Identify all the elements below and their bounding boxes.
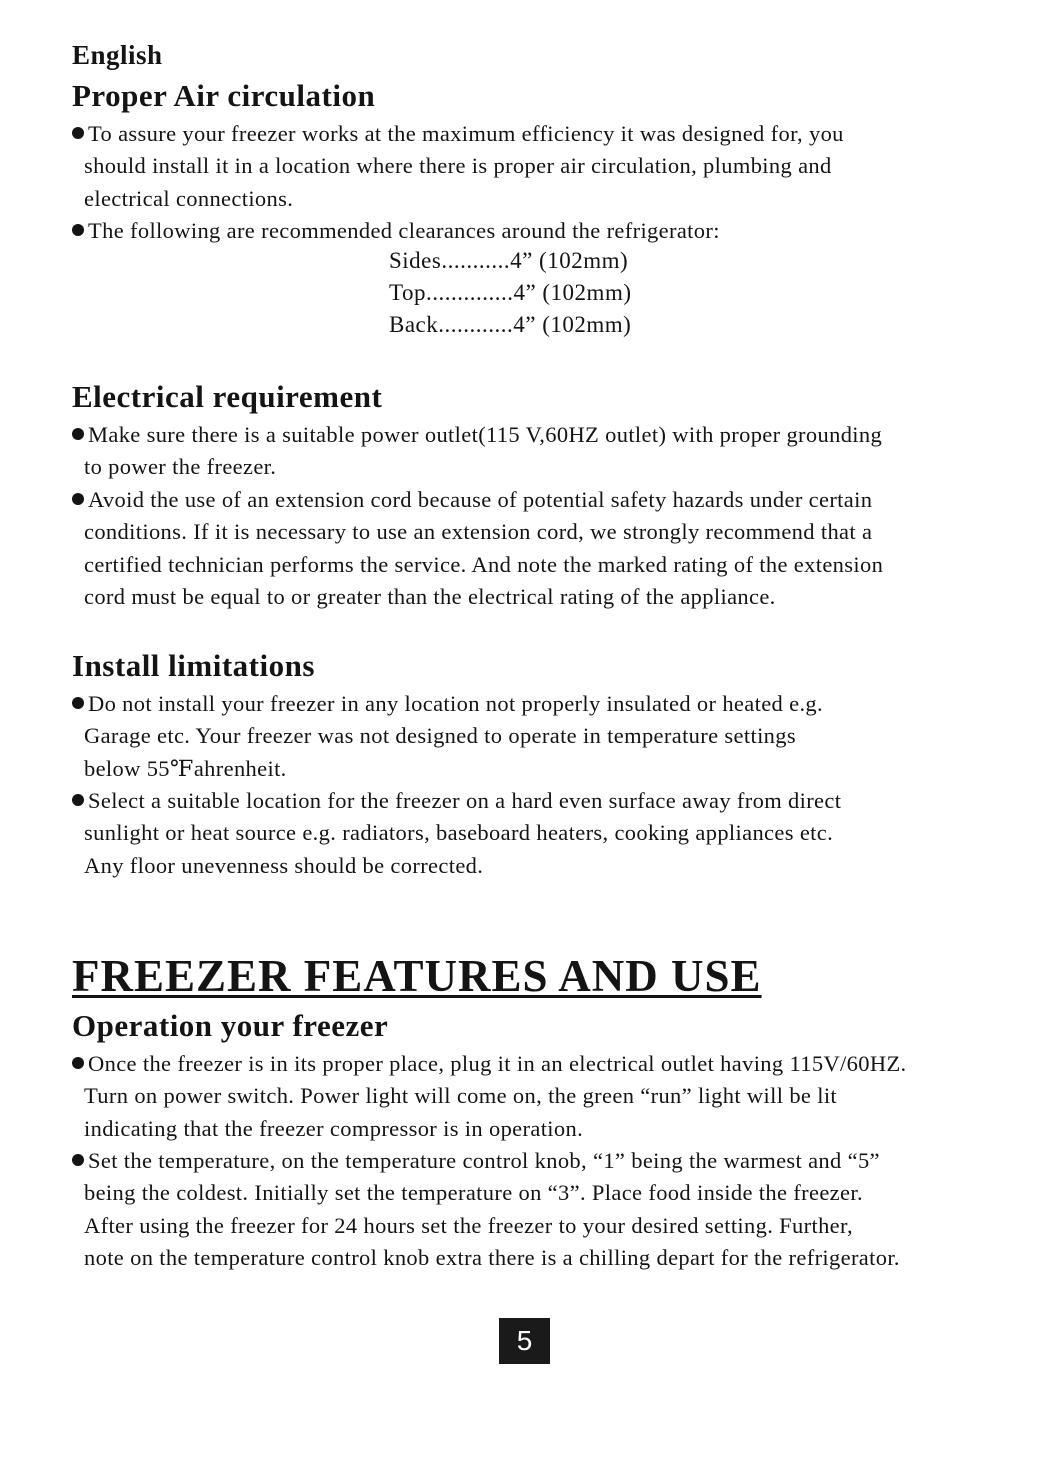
bullet-line: After using the freezer for 24 hours set the freezer to your desired setting. Further, — [84, 1212, 853, 1238]
electrical-heading: Electrical requirement — [72, 379, 383, 414]
bullet-line: cord must be equal to or greater than the electrical rating of the appliance. — [84, 583, 776, 609]
bullet-line: being the coldest. Initially set the temperature on “3”. Place food inside the freezer. — [84, 1180, 863, 1206]
bullet-line: Set the temperature, on the temperature control knob, “1” being the warmest and “5” — [72, 1145, 1002, 1177]
air-circulation-heading: Proper Air circulation — [72, 78, 376, 113]
air-bullet-1 — [72, 118, 1002, 215]
bullet-icon — [72, 697, 84, 709]
bullet-line: indicating that the freezer compressor is in operation. — [84, 1115, 584, 1141]
bullet-line: Garage etc. Your freezer was not designed to operate in temperature settings — [84, 723, 796, 749]
bullet-icon — [72, 794, 84, 806]
install-heading: Install limitations — [72, 648, 315, 683]
bullet-line: note on the temperature control knob extra there is a chilling depart for the refrigerator. — [84, 1244, 900, 1270]
bullet-line: conditions. If it is necessary to use an extension cord, we strongly recommend that a — [84, 519, 873, 545]
bullet-line: electrical connections. — [84, 185, 294, 211]
bullet-line: The following are recommended clearances around the refrigerator: — [72, 215, 1002, 247]
bullet-line: Once the freezer is in its proper place, plug it in an electrical outlet having 115V/60HZ. — [72, 1048, 1002, 1080]
bullet-line: Select a suitable location for the freezer on a hard even surface away from direct — [72, 785, 1002, 817]
bullet-line: To assure your freezer works at the maximum efficiency it was designed for, you — [72, 118, 1002, 150]
clearance-sides: Sides...........4” (102mm) — [389, 248, 629, 273]
bullet-line: certified technician performs the service. And note the marked rating of the extension — [84, 551, 884, 577]
bullet-icon — [72, 1154, 84, 1166]
page-number: 5 — [499, 1318, 550, 1364]
operation-heading: Operation your freezer — [72, 1008, 389, 1043]
install-bullet-2 — [72, 785, 1002, 882]
language-label: English — [72, 40, 163, 70]
install-bullet-1 — [72, 688, 1002, 785]
bullet-icon — [72, 224, 84, 236]
bullet-line: should install it in a location where there is proper air circulation, plumbing and — [84, 153, 832, 179]
air-bullet-2 — [72, 215, 1002, 247]
operation-bullet-1 — [72, 1048, 1002, 1145]
operation-bullet-2 — [72, 1145, 1002, 1274]
bullet-icon — [72, 1057, 84, 1069]
electrical-bullet-1 — [72, 419, 1002, 484]
clearance-back: Back............4” (102mm) — [389, 312, 632, 337]
bullet-icon — [72, 493, 84, 505]
clearance-top: Top..............4” (102mm) — [389, 280, 632, 305]
bullet-line: Any floor unevenness should be corrected. — [84, 852, 484, 878]
bullet-line: Avoid the use of an extension cord because of potential safety hazards under certain — [72, 484, 1002, 516]
bullet-line: sunlight or heat source e.g. radiators, baseboard heaters, cooking appliances etc. — [84, 820, 834, 846]
bullet-line: to power the freezer. — [84, 454, 277, 480]
electrical-bullet-2 — [72, 484, 1002, 613]
features-heading: FREEZER FEATURES AND USE — [72, 951, 762, 1001]
bullet-icon — [72, 127, 84, 139]
bullet-line: Make sure there is a suitable power outlet(115 V,60HZ outlet) with proper grounding — [72, 419, 1002, 451]
bullet-line: below 55℉ahrenheit. — [84, 755, 287, 781]
bullet-icon — [72, 428, 84, 440]
bullet-line: Turn on power switch. Power light will come on, the green “run” light will be lit — [84, 1083, 838, 1109]
bullet-line: Do not install your freezer in any location not properly insulated or heated e.g. — [72, 688, 1002, 720]
